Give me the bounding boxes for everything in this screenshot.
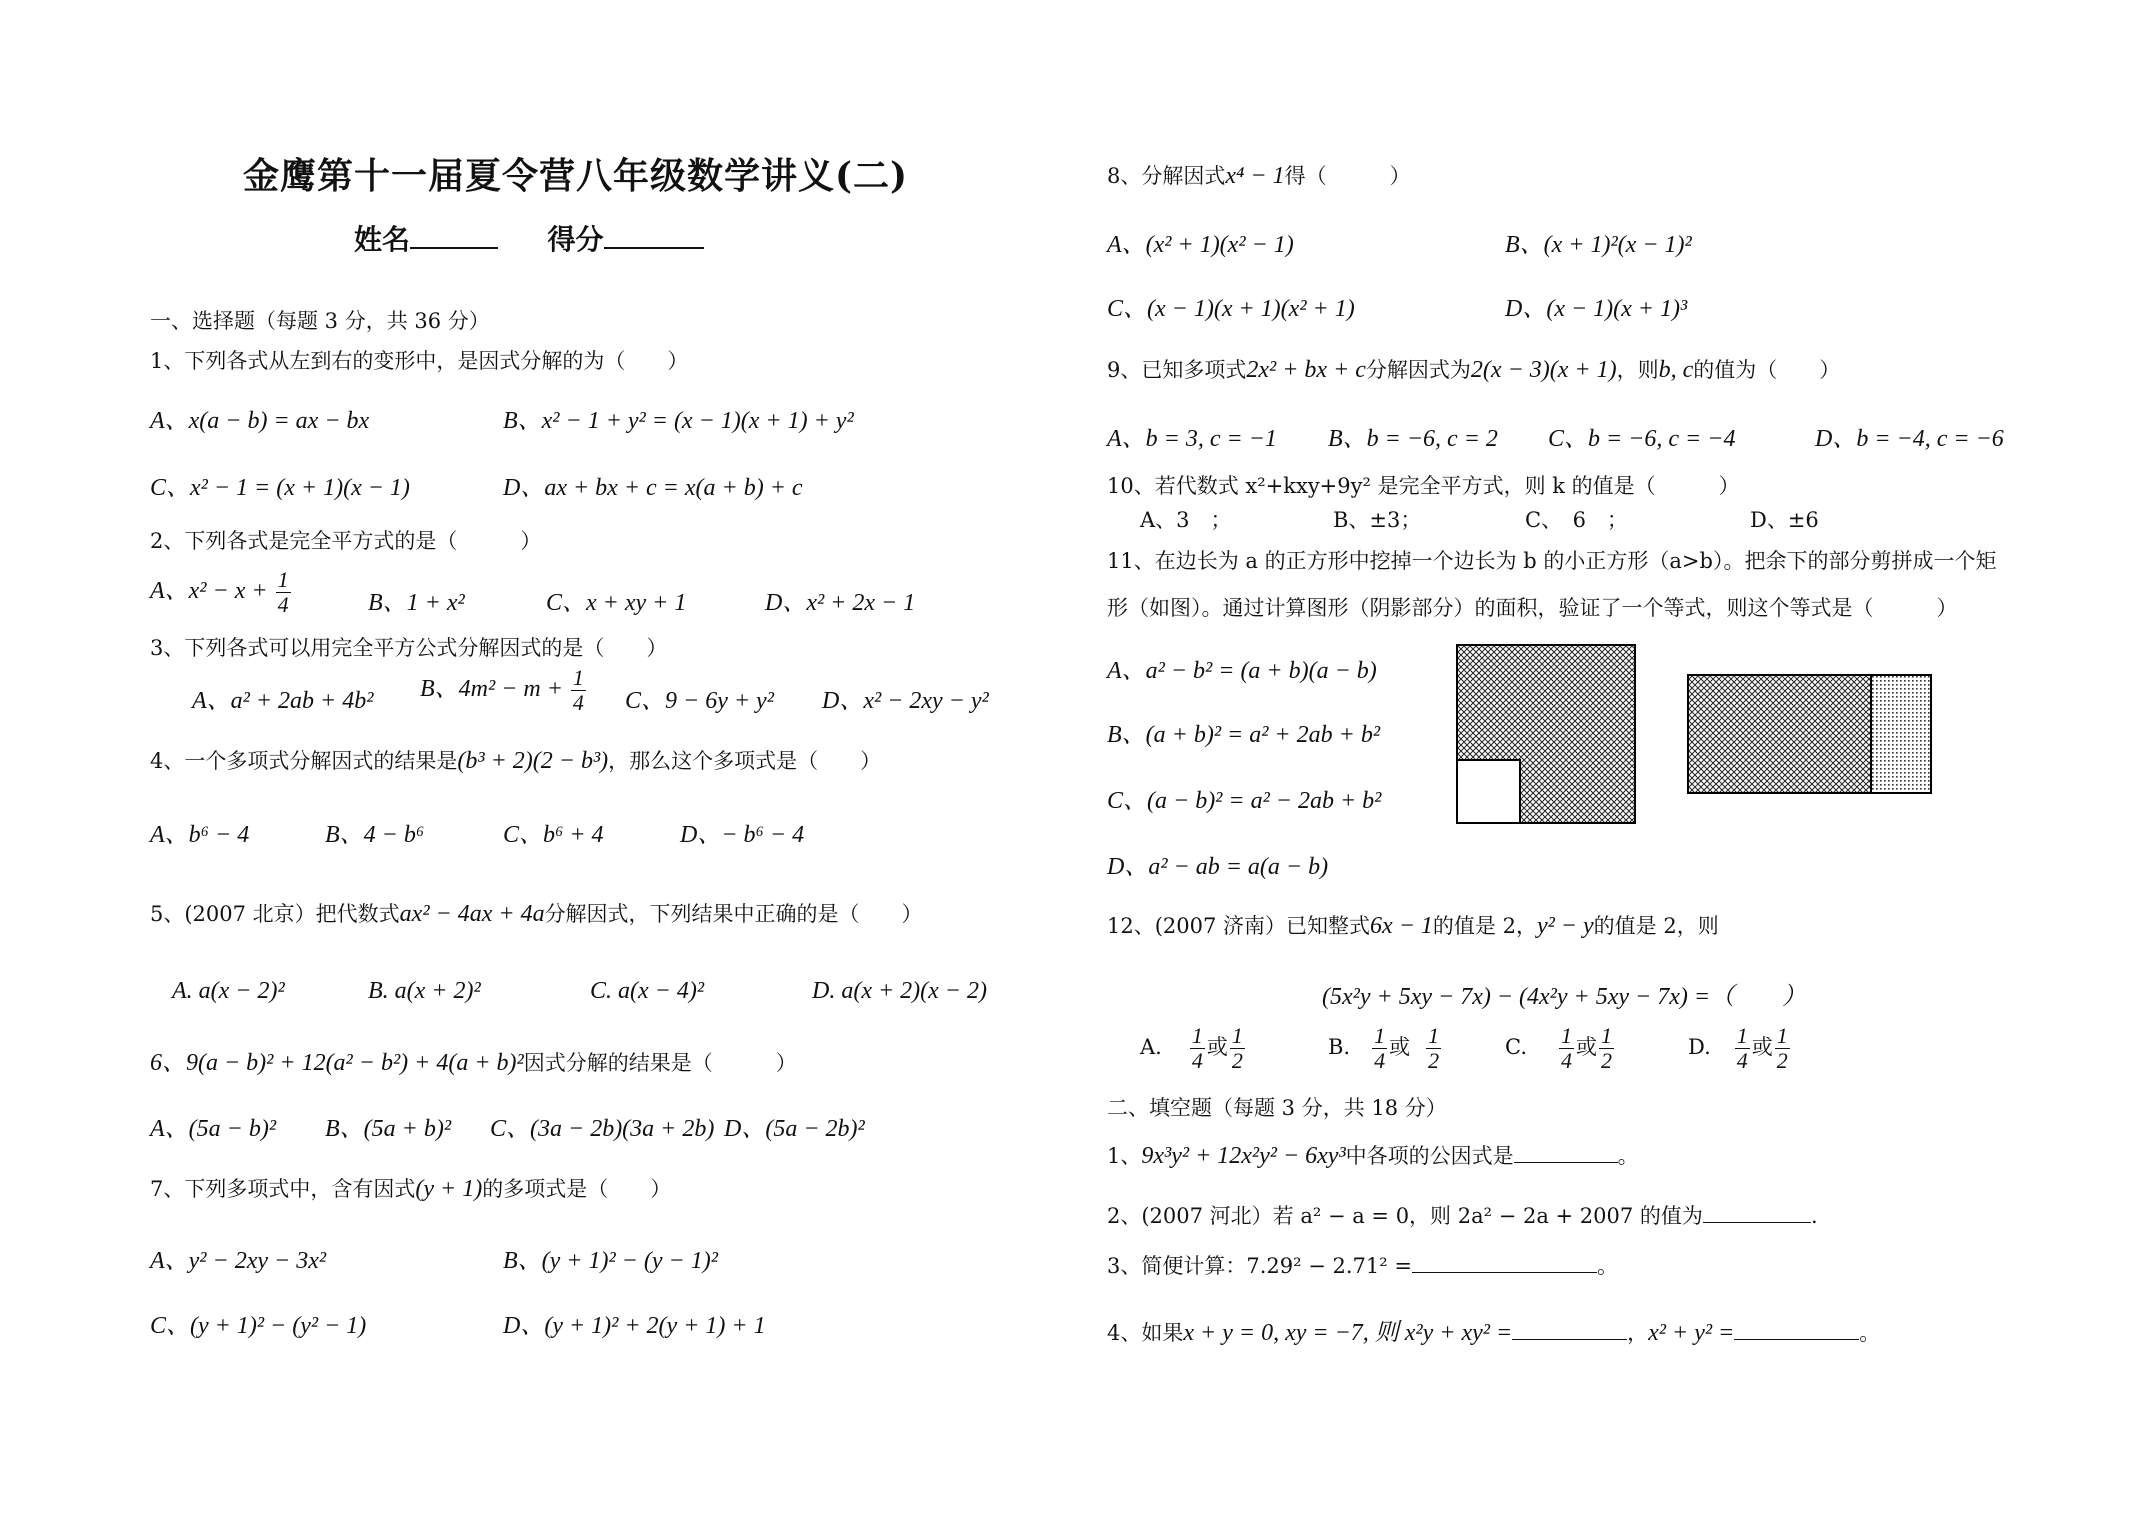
fill-1-blank[interactable] xyxy=(1514,1144,1618,1163)
fill-3-blank[interactable] xyxy=(1412,1254,1597,1273)
q3-option-d: D、x² − 2xy − y² xyxy=(822,688,989,714)
score-label: 得分 xyxy=(547,223,604,256)
q4-stem: 4、一个多项式分解因式的结果是(b³ + 2)(2 − b³)，那么这个多项式是（ ） xyxy=(150,748,882,774)
q8-stem: 8、分解因式x⁴ − 1得（ ） xyxy=(1107,163,1411,189)
q6-option-a: A、(5a − b)² xyxy=(150,1116,277,1142)
q7-option-b: B、(y + 1)² − (y − 1)² xyxy=(503,1248,718,1274)
q10-option-b: B、±3； xyxy=(1333,508,1422,532)
q8-option-a: A、(x² + 1)(x² − 1) xyxy=(1107,232,1294,258)
q1-option-d: D、ax + bx + c = x(a + b) + c xyxy=(503,475,803,501)
q5-option-b: B. a(x + 2)² xyxy=(368,978,481,1004)
q8-option-d: D、(x − 1)(x + 1)³ xyxy=(1505,296,1688,322)
q11-figure xyxy=(1455,643,1945,828)
page-title: 金鹰第十一届夏令营八年级数学讲义(二) xyxy=(243,155,909,197)
q1-stem: 1、下列各式从左到右的变形中，是因式分解的为（ ） xyxy=(150,349,689,373)
fill-4: 4、如果x + y = 0, xy = −7, 则 x²y + xy² = ，x² + y² = 。 xyxy=(1107,1320,1881,1346)
q8-option-b: B、(x + 1)²(x − 1)² xyxy=(1505,232,1692,258)
q5-option-d: D. a(x + 2)(x − 2) xyxy=(812,978,987,1004)
q5-option-c: C. a(x − 4)² xyxy=(590,978,705,1004)
fill-3: 3、简便计算：7.29² − 2.71² = 。 xyxy=(1107,1254,1618,1278)
section-choice-heading: 一、选择题（每题 3 分，共 36 分） xyxy=(150,309,490,333)
name-label: 姓名 xyxy=(354,223,411,256)
small-square-cutout xyxy=(1457,760,1520,823)
q9-option-b: B、b = −6, c = 2 xyxy=(1328,426,1498,452)
q12-option-a: A. $\frac{1}{4}$ 或 $\frac{1}{2}$ xyxy=(1140,1023,1243,1073)
q12-expression: (5x²y + 5xy − 7x) − (4x²y + 5xy − 7x) =（ ） xyxy=(1322,984,1807,1010)
q11-stem-line2: 形（如图）。通过计算图形（阴影部分）的面积，验证了一个等式，则这个等式是（ ） xyxy=(1107,596,1958,620)
q1-option-b: B、x² − 1 + y² = (x − 1)(x + 1) + y² xyxy=(503,408,854,434)
q12-option-d: D. $\frac{1}{4}$ 或 $\frac{1}{2}$ xyxy=(1688,1023,1788,1073)
q11-stem-line1: 11、在边长为 a 的正方形中挖掉一个边长为 b 的小正方形（a>b）。把余下的部分剪拼成一个矩 xyxy=(1107,549,1997,573)
q4-option-c: C、b⁶ + 4 xyxy=(503,822,604,848)
fill-2: 2、(2007 河北）若 a² − a = 0，则 2a² − 2a + 2007 的值为 . xyxy=(1107,1204,1818,1228)
q7-option-c: C、(y + 1)² − (y² − 1) xyxy=(150,1313,367,1339)
rearranged-rectangle xyxy=(1688,675,1931,793)
q12-option-c: C. $\frac{1}{4}$ 或 $\frac{1}{2}$ xyxy=(1505,1023,1612,1073)
q3-option-b: B、4m² − m + $\frac{1}{4}$ xyxy=(420,665,584,715)
q3-option-a: A、a² + 2ab + 4b² xyxy=(192,688,374,714)
fill-4-blank-2[interactable] xyxy=(1734,1321,1859,1340)
q1-option-c: C、x² − 1 = (x + 1)(x − 1) xyxy=(150,475,410,501)
q6-option-d: D、(5a − 2b)² xyxy=(724,1116,865,1142)
q6-option-c: C、(3a − 2b)(3a + 2b) xyxy=(490,1116,715,1142)
q10-option-c: C、 6 ； xyxy=(1525,508,1628,532)
q8-option-c: C、(x − 1)(x + 1)(x² + 1) xyxy=(1107,296,1355,322)
q7-stem: 7、下列多项式中，含有因式(y + 1)的多项式是（ ） xyxy=(150,1176,672,1202)
name-field xyxy=(354,218,704,258)
q11-option-d: D、a² − ab = a(a − b) xyxy=(1107,854,1329,880)
q3-b-fraction: $\frac{1}{4}$ xyxy=(572,665,584,715)
q2-stem: 2、下列各式是完全平方式的是（ ） xyxy=(150,529,542,553)
q12-stem: 12、(2007 济南）已知整式6x − 1的值是 2，y² − y的值是 2，则 xyxy=(1107,913,1719,939)
q9-stem: 9、已知多项式2x² + bx + c分解因式为2(x − 3)(x + 1)，则b, c的值为（ ） xyxy=(1107,357,1841,383)
q7-option-a: A、y² − 2xy − 3x² xyxy=(150,1248,327,1274)
q11-option-b: B、(a + b)² = a² + 2ab + b² xyxy=(1107,722,1381,748)
name-blank xyxy=(410,221,498,249)
q9-option-d: D、b = −4, c = −6 xyxy=(1815,426,2004,452)
q3-stem: 3、下列各式可以用完全平方公式分解因式的是（ ） xyxy=(150,636,668,660)
q7-option-d: D、(y + 1)² + 2(y + 1) + 1 xyxy=(503,1313,766,1339)
q10-option-d: D、±6 xyxy=(1750,508,1819,532)
square-with-cutout xyxy=(1457,645,1635,823)
q3-option-c: C、9 − 6y + y² xyxy=(625,688,774,714)
q4-option-a: A、b⁶ − 4 xyxy=(150,822,250,848)
q10-stem: 10、若代数式 x²+kxy+9y² 是完全平方式，则 k 的值是（ ） xyxy=(1107,474,1740,498)
q4-option-d: D、− b⁶ − 4 xyxy=(680,822,805,848)
q2-option-b: B、1 + x² xyxy=(368,590,465,616)
q2-option-a: A、x² − x + $\frac{1}{4}$ xyxy=(150,567,289,617)
q12-option-b: B. $\frac{1}{4}$ 或 $\frac{1}{2}$ xyxy=(1328,1023,1440,1073)
q9-option-c: C、b = −6, c = −4 xyxy=(1548,426,1736,452)
q4-option-b: B、4 − b⁶ xyxy=(325,822,425,848)
q11-option-c: C、(a − b)² = a² − 2ab + b² xyxy=(1107,788,1382,814)
q2-option-c: C、x + xy + 1 xyxy=(546,590,687,616)
score-blank xyxy=(604,221,704,249)
section-fill-heading: 二、填空题（每题 3 分，共 18 分） xyxy=(1107,1096,1447,1120)
q5-option-a: A. a(x − 2)² xyxy=(172,978,285,1004)
q2-option-d: D、x² + 2x − 1 xyxy=(765,590,916,616)
fill-2-blank[interactable] xyxy=(1703,1204,1811,1223)
q5-stem: 5、(2007 北京）把代数式ax² − 4ax + 4a分解因式，下列结果中正确的是（ ） xyxy=(150,901,923,927)
q11-option-a: A、a² − b² = (a + b)(a − b) xyxy=(1107,658,1377,684)
q6-stem: 6、9(a − b)² + 12(a² − b²) + 4(a + b)²因式分解的结果是（ ） xyxy=(150,1050,797,1076)
fill-1: 1、9x³y² + 12x²y² − 6xy³中各项的公因式是 。 xyxy=(1107,1143,1639,1169)
fill-4-blank-1[interactable] xyxy=(1512,1321,1627,1340)
q10-option-a: A、3 ； xyxy=(1140,508,1232,532)
q9-option-a: A、b = 3, c = −1 xyxy=(1107,426,1277,452)
q2-a-fraction: $\frac{1}{4}$ xyxy=(277,567,289,617)
q6-option-b: B、(5a + b)² xyxy=(325,1116,452,1142)
q1-option-a: A、x(a − b) = ax − bx xyxy=(150,408,370,434)
